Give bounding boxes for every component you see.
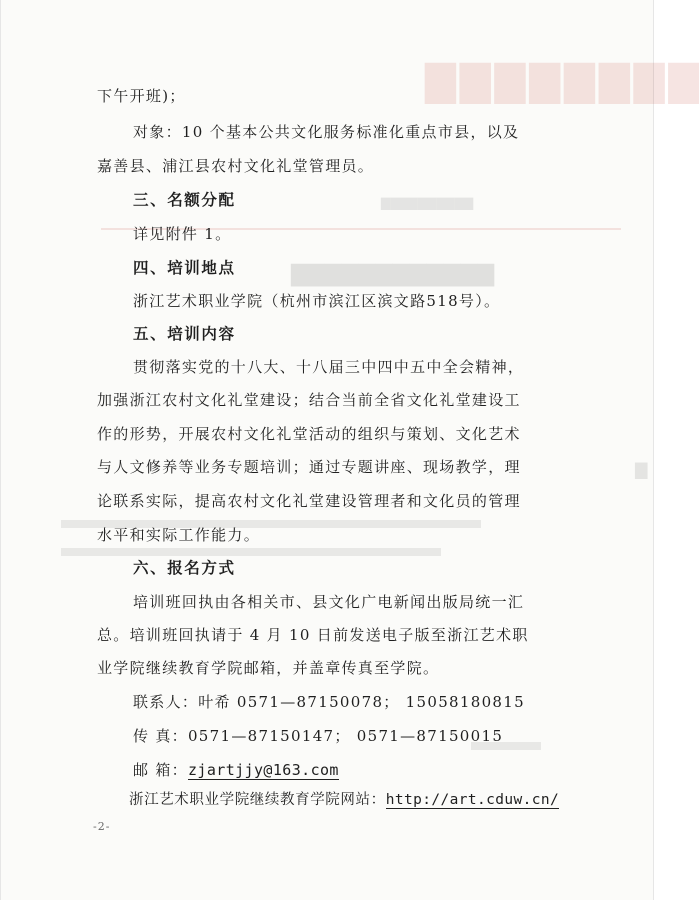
contact-phone-numbers: 叶希 0571—87150078； 15058180815 bbox=[198, 693, 525, 711]
body-line: 嘉善县、浦江县农村文化礼堂管理员。 bbox=[97, 157, 375, 175]
section-heading-quota: 三、名额分配 bbox=[133, 191, 236, 209]
body-line: 培训班回执由各相关市、县文化广电新闻出版局统一汇 bbox=[133, 593, 525, 611]
fax-numbers: 0571—87150147； 0571—87150015 bbox=[187, 727, 504, 745]
fax-label: 传 真： bbox=[133, 727, 188, 745]
email-row bbox=[133, 760, 339, 780]
body-line: 贯彻落实党的十八大、十八届三中四中五中全会精神， bbox=[133, 358, 525, 376]
reverse-side-margin-mark: ▇ bbox=[634, 460, 647, 479]
body-line: 加强浙江农村文化礼堂建设；结合当前全省文化礼堂建设工 bbox=[97, 391, 521, 409]
section-heading-content: 五、培训内容 bbox=[133, 325, 236, 343]
website-link[interactable]: http://art.cduw.cn/ bbox=[385, 792, 560, 808]
body-line: 业学院继续教育学院邮箱，并盖章传真至学院。 bbox=[97, 659, 440, 677]
body-line: 浙江艺术职业学院（杭州市滨江区滨文路518号）。 bbox=[133, 292, 501, 310]
reverse-side-text bbox=[61, 548, 441, 556]
body-line: 总。培训班回执请于 4 月 10 日前发送电子版至浙江艺术职 bbox=[97, 626, 529, 644]
email-label: 邮 箱： bbox=[133, 761, 188, 779]
contact-row bbox=[133, 692, 525, 712]
body-line: 论联系实际，提高农村文化礼堂建设管理者和文化员的管理 bbox=[97, 492, 521, 510]
section-heading-registration: 六、报名方式 bbox=[133, 559, 236, 577]
body-line: 对象：10 个基本公共文化服务标准化重点市县，以及 bbox=[133, 123, 520, 141]
website-row bbox=[129, 790, 559, 810]
reverse-side-heading: ▇▇▇▇▇▇▇▇▇▇▇▇ bbox=[291, 262, 495, 287]
body-line: 详见附件 1。 bbox=[133, 225, 232, 243]
contact-label: 联系人： bbox=[133, 693, 199, 711]
website-label: 浙江艺术职业学院继续教育学院网站： bbox=[129, 792, 386, 808]
reverse-side-letterhead: ▇▇▇▇▇▇▇▇ bbox=[421, 58, 699, 104]
body-line: 与人文修养等业务专题培训；通过专题讲座、现场教学，理 bbox=[97, 458, 521, 476]
body-line: 下午开班)； bbox=[97, 87, 186, 105]
page-number: -2- bbox=[93, 820, 111, 833]
reverse-side-reference: ▇▇▇▇▇▇▇▇▇▇ bbox=[381, 196, 474, 210]
email-address-link[interactable]: zjartjjy@163.com bbox=[187, 761, 339, 779]
body-line: 作的形势，开展农村文化礼堂活动的组织与策划、文化艺术 bbox=[97, 425, 521, 443]
section-heading-location: 四、培训地点 bbox=[133, 259, 236, 277]
body-line: 水平和实际工作能力。 bbox=[97, 526, 261, 544]
fax-row bbox=[133, 726, 503, 746]
